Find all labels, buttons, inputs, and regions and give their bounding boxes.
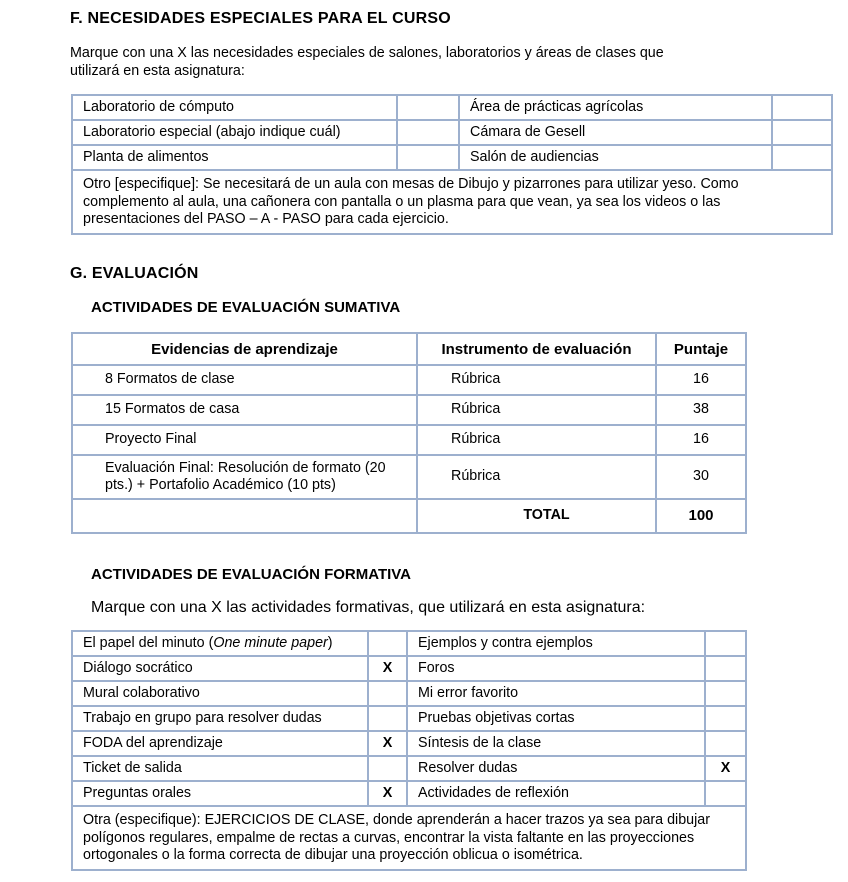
column-header-score: Puntaje bbox=[657, 334, 745, 366]
activity-label: El papel del minuto (One minute paper) bbox=[73, 632, 369, 657]
table-row bbox=[73, 396, 745, 426]
table-header-row bbox=[73, 334, 745, 366]
evidence-cell: Proyecto Final bbox=[73, 426, 418, 456]
activity-label: Mural colaborativo bbox=[73, 682, 369, 707]
activity-checkbox[interactable] bbox=[369, 632, 408, 657]
activity-label: Trabajo en grupo para resolver dudas bbox=[73, 707, 369, 732]
need-checkbox[interactable] bbox=[773, 121, 831, 146]
activity-checkbox[interactable] bbox=[706, 657, 745, 682]
summative-title: ACTIVIDADES DE EVALUACIÓN SUMATIVA bbox=[91, 299, 401, 316]
summative-table bbox=[71, 332, 747, 534]
score-cell: 30 bbox=[657, 456, 745, 500]
column-header-instrument: Instrumento de evaluación bbox=[418, 334, 657, 366]
formative-title: ACTIVIDADES DE EVALUACIÓN FORMATIVA bbox=[91, 566, 412, 583]
activity-checkbox[interactable]: X bbox=[369, 732, 408, 757]
table-row bbox=[73, 682, 745, 707]
activity-checkbox[interactable] bbox=[706, 632, 745, 657]
activity-label: Resolver dudas bbox=[408, 757, 706, 782]
evidence-cell: Evaluación Final: Resolución de formato (20 pts.) + Portafolio Académico (10 pts) bbox=[73, 456, 418, 500]
table-row bbox=[73, 632, 745, 657]
table-row bbox=[73, 171, 831, 233]
column-header-evidence: Evidencias de aprendizaje bbox=[73, 334, 418, 366]
need-label: Laboratorio especial (abajo indique cuál) bbox=[73, 121, 398, 146]
activity-label: Síntesis de la clase bbox=[408, 732, 706, 757]
other-needs-text: Otro [especifique]: Se necesitará de un aula con mesas de Dibujo y pizarrones para utilizar yeso. Como complemento al aula, una cañonera con pantalla o un plasma para que vean, ya sea los videos o las presentaciones del PASO – A - PASO para cada ejercicio. bbox=[83, 176, 739, 227]
table-row bbox=[73, 707, 745, 732]
evidence-cell: 15 Formatos de casa bbox=[73, 396, 418, 426]
table-row bbox=[73, 657, 745, 682]
activity-label: Ejemplos y contra ejemplos bbox=[408, 632, 706, 657]
activity-label: Preguntas orales bbox=[73, 782, 369, 807]
need-checkbox[interactable] bbox=[773, 146, 831, 171]
activity-label: Actividades de reflexión bbox=[408, 782, 706, 807]
activity-checkbox[interactable] bbox=[706, 782, 745, 807]
score-cell: 16 bbox=[657, 366, 745, 396]
table-row bbox=[73, 807, 745, 869]
activity-checkbox[interactable] bbox=[369, 707, 408, 732]
instrument-cell: Rúbrica bbox=[418, 366, 657, 396]
activity-checkbox[interactable] bbox=[369, 682, 408, 707]
need-label: Planta de alimentos bbox=[73, 146, 398, 171]
activity-checkbox[interactable]: X bbox=[369, 782, 408, 807]
activity-checkbox[interactable] bbox=[706, 707, 745, 732]
instrument-cell: Rúbrica bbox=[418, 396, 657, 426]
instrument-cell: Rúbrica bbox=[418, 426, 657, 456]
score-cell: 16 bbox=[657, 426, 745, 456]
section-g-title: G. EVALUACIÓN bbox=[70, 265, 199, 282]
table-row bbox=[73, 426, 745, 456]
need-checkbox[interactable] bbox=[398, 146, 460, 171]
need-label: Cámara de Gesell bbox=[460, 121, 773, 146]
table-row bbox=[73, 456, 745, 500]
formative-instruction: Marque con una X las actividades formativas, que utilizará en esta asignatura: bbox=[91, 599, 646, 616]
activity-label: FODA del aprendizaje bbox=[73, 732, 369, 757]
activity-label: Pruebas objetivas cortas bbox=[408, 707, 706, 732]
section-f-instruction: Marque con una X las necesidades especiales de salones, laboratorios y áreas de clases que utilizará en esta asignatura: bbox=[70, 45, 664, 79]
need-checkbox[interactable] bbox=[398, 121, 460, 146]
activity-label: Foros bbox=[408, 657, 706, 682]
other-activities-text: Otra (especifique): EJERCICIOS DE CLASE, donde aprenderán a hacer trazos ya sea para dibujar polígonos regulares, empalme de rectas a curvas, encontrar la vista faltante en las proyecciones ortogonales o la forma correcta de dibujar una proyección oblicua o isométrica. bbox=[83, 812, 710, 863]
empty-cell bbox=[73, 500, 418, 532]
table-row bbox=[73, 146, 831, 171]
score-cell: 38 bbox=[657, 396, 745, 426]
table-row bbox=[73, 757, 745, 782]
need-label: Laboratorio de cómputo bbox=[73, 96, 398, 121]
activity-checkbox[interactable] bbox=[706, 732, 745, 757]
activity-checkbox[interactable] bbox=[369, 757, 408, 782]
activity-label: Diálogo socrático bbox=[73, 657, 369, 682]
table-row bbox=[73, 121, 831, 146]
table-row bbox=[73, 782, 745, 807]
need-label: Área de prácticas agrícolas bbox=[460, 96, 773, 121]
activity-checkbox[interactable]: X bbox=[369, 657, 408, 682]
instrument-cell: Rúbrica bbox=[418, 456, 657, 500]
activity-checkbox[interactable] bbox=[706, 682, 745, 707]
activity-label: Mi error favorito bbox=[408, 682, 706, 707]
table-row bbox=[73, 96, 831, 121]
total-label: TOTAL bbox=[418, 500, 657, 532]
special-needs-table bbox=[71, 94, 833, 235]
activity-checkbox[interactable]: X bbox=[706, 757, 745, 782]
total-value: 100 bbox=[688, 507, 714, 525]
need-checkbox[interactable] bbox=[773, 96, 831, 121]
activity-label: Ticket de salida bbox=[73, 757, 369, 782]
need-label: Salón de audiencias bbox=[460, 146, 773, 171]
total-row bbox=[73, 500, 745, 532]
formative-table bbox=[71, 630, 747, 871]
section-f-title: F. NECESIDADES ESPECIALES PARA EL CURSO bbox=[70, 10, 451, 27]
table-row bbox=[73, 732, 745, 757]
need-checkbox[interactable] bbox=[398, 96, 460, 121]
table-row bbox=[73, 366, 745, 396]
evidence-cell: 8 Formatos de clase bbox=[73, 366, 418, 396]
